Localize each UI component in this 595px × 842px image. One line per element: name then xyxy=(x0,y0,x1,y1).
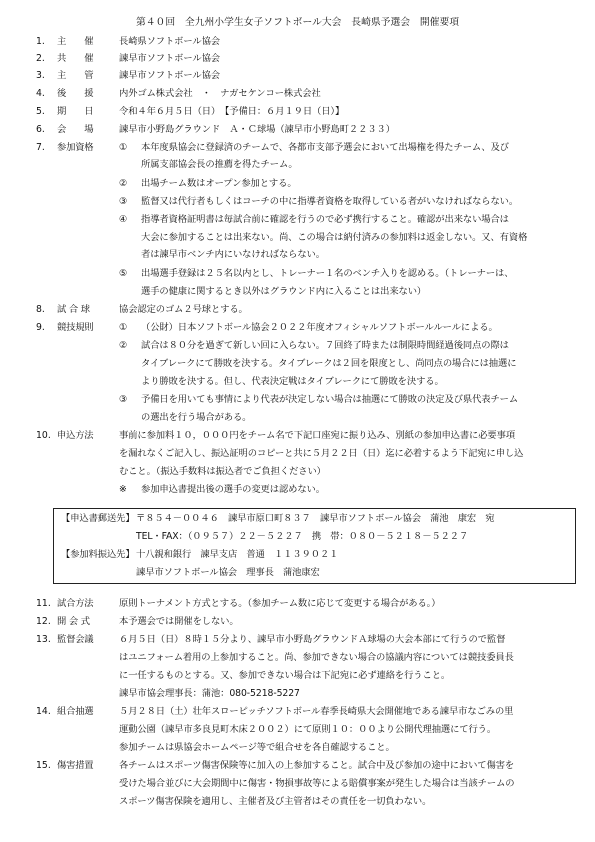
eligibility-marker-3: ③ xyxy=(119,196,128,207)
eligibility-line: 者は諫早市ベンチ内にいなければならない。 xyxy=(141,249,325,260)
item-6-label: 会 場 xyxy=(57,124,94,135)
eligibility-line: 選手の健康に関するとき以外はグラウンド内に入ることは出来ない） xyxy=(141,286,427,297)
item-9-label: 競技規則 xyxy=(57,322,94,333)
rules-line: の選出を行う場合がある。 xyxy=(141,412,252,423)
item-7-label: 参加資格 xyxy=(57,142,94,153)
injury-line: スポーツ傷害保険を適用し、主催者及び主管者はその責任を一切負わない。 xyxy=(119,796,432,807)
item-3-number: 3. xyxy=(36,70,45,81)
eligibility-marker-4: ④ xyxy=(119,214,128,225)
lottery-line: 参加チームは県協会ホームページ等で組合せを各自確認すること。 xyxy=(119,742,395,753)
item-5-value: 令和４年６月５日（日） 【予備日：６月１９日（日）】 xyxy=(119,106,345,117)
rules-marker-1: ① xyxy=(119,322,128,333)
eligibility-line: 指導者資格証明書は毎試合前に確認を行うので必ず携行すること。確認が出来ない場合は xyxy=(141,214,509,225)
item-8-label: 試 合 球 xyxy=(57,304,90,315)
item-13-label: 監督会議 xyxy=(57,634,94,645)
bank-account: 十八親和銀行 諫早支店 普通 １１３９０２１ xyxy=(136,549,339,560)
rules-line: より勝敗を決する。但し、代表決定戦はタイブレークにて勝敗を決する。 xyxy=(141,376,444,387)
item-6-value: 諫早市小野島グラウンド Ａ・Ｃ球場（諫早市小野島町２２３３） xyxy=(119,124,395,135)
eligibility-marker-1: ① xyxy=(119,142,128,153)
eligibility-line: 監督又は代行者もしくはコーチの中に指導者資格を取得している者がいなければならない。 xyxy=(141,196,519,207)
item-1-label: 主 催 xyxy=(57,36,94,47)
eligibility-marker-2: ② xyxy=(119,178,128,189)
item-15-number: 15. xyxy=(36,760,51,771)
item-12-number: 12. xyxy=(36,616,51,627)
account-holder: 諫早市ソフトボール協会 理事長 蒲池康宏 xyxy=(136,567,320,578)
item-3-value: 諫早市ソフトボール協会 xyxy=(119,70,220,81)
note-mark: ※ xyxy=(119,484,127,495)
meeting-line: に一任するものとする。又、参加できない場合は下記宛に必ず連絡を行うこと。 xyxy=(119,670,451,681)
rules-line: （公財）日本ソフトボール協会２０２２年度オフィシャルソフトボールルールによる。 xyxy=(141,322,498,333)
item-15-label: 傷害措置 xyxy=(57,760,94,771)
eligibility-marker-5: ⑤ xyxy=(119,268,128,279)
item-2-value: 諫早市ソフトボール協会 xyxy=(119,53,220,64)
item-14-label: 組合抽選 xyxy=(57,706,94,717)
item-4-number: 4. xyxy=(36,88,45,99)
item-4-label: 後 援 xyxy=(57,88,94,99)
item-2-number: 2. xyxy=(36,53,45,64)
item-10-label: 申込方法 xyxy=(57,430,94,441)
item-9-number: 9. xyxy=(36,322,45,333)
bank-transfer-label: 【参加料振込先】 xyxy=(61,549,135,560)
lottery-line: ５月２８日（土）壮年スローピッチソフトボール春季長崎県大会開催地である諫早市なごみの里 xyxy=(119,706,514,717)
eligibility-line: 本年度県協会に登録済のチームで、各都市支部予選会において出場権を得たチーム、及び xyxy=(141,142,509,153)
eligibility-line: 出場チーム数はオープン参加とする。 xyxy=(141,178,297,189)
item-6-number: 6. xyxy=(36,124,45,135)
item-11-label: 試合方法 xyxy=(57,598,94,609)
rules-marker-2: ② xyxy=(119,340,128,351)
item-10-number: 10. xyxy=(36,430,51,441)
item-4-value: 内外ゴム株式会社 ・ ナガセケンコー株式会社 xyxy=(119,88,321,99)
eligibility-line: 所属支部協会長の推薦を得たチーム。 xyxy=(141,159,298,170)
injury-line: 受けた場合並びに大会期間中に傷害・物損事故等による賠償事案が発生した場合は当該チームの xyxy=(119,778,515,789)
item-11-number: 11. xyxy=(36,598,51,609)
item-12-label: 開 会 式 xyxy=(57,616,90,627)
item-7-number: 7. xyxy=(36,142,45,153)
item-8-number: 8. xyxy=(36,304,45,315)
rules-marker-3: ③ xyxy=(119,394,128,405)
application-line: を漏れなくご記入し、振込証明のコピーと共に５月２２日（日）迄に必着するよう下記宛に申し込 xyxy=(119,448,524,459)
meeting-line: ６月５日（日）８時１５分より、諫早市小野島グラウンドＡ球場の大会本部にて行うので監督 xyxy=(119,634,506,645)
document-title: 第４０回 全九州小学生女子ソフトボール大会 長崎県予選会 開催要項 xyxy=(135,17,460,28)
item-8-value: 協会認定のゴム２号球とする。 xyxy=(119,304,248,315)
item-12-value: 本予選会では開催をしない。 xyxy=(119,616,239,627)
mailing-address-label: 【申込書郵送先】 xyxy=(61,513,135,524)
rules-line: タイブレークにて勝敗を決する。タイブレークは２回を限度とし、尚同点の場合には抽選に xyxy=(141,358,517,369)
injury-line: 各チームはスポーツ傷害保険等に加入の上参加すること。試合中及び参加の途中において傷害を xyxy=(119,760,515,771)
application-note: 参加申込書提出後の選手の変更は認めない。 xyxy=(141,484,325,495)
application-line: 事前に参加料１０，０００円をチーム名で下記口座宛に振り込み、別紙の参加申込書に必要事項 xyxy=(119,430,516,441)
lottery-line: 運動公園（諫早市多良見町木床２００２）にて原則１０：００より公開代理抽選にて行う。 xyxy=(119,724,497,735)
eligibility-line: 大会に参加することは出来ない。尚、この場合は納付済みの参加料は返金しない。又、有資格 xyxy=(141,232,528,243)
item-11-value: 原則トーナメント方式とする。（参加チーム数に応じて変更する場合がある。） xyxy=(119,598,441,609)
item-3-label: 主 管 xyxy=(57,70,94,81)
meeting-line: はユニフォーム着用の上参加すること。尚、参加できない場合の協議内容については競技委員長 xyxy=(119,652,514,663)
mailing-address: 〒８５４－００４６ 諫早市原口町８３７ 諫早市ソフトボール協会 蒲池 康宏 宛 xyxy=(136,513,495,524)
item-5-label: 期 日 xyxy=(57,106,94,117)
meeting-contact: 諫早市協会理事長：蒲池：080-5218-5227 xyxy=(119,688,300,699)
item-1-value: 長崎県ソフトボール協会 xyxy=(119,36,220,47)
rules-line: 試合は８０分を過ぎて新しい回に入らない。７回終了時または制限時間経過後同点の際は xyxy=(141,340,509,351)
rules-line: 予備日を用いても事情により代表が決定しない場合は抽選にて勝敗の決定及び県代表チーム xyxy=(141,394,519,405)
item-13-number: 13. xyxy=(36,634,51,645)
item-2-label: 共 催 xyxy=(57,53,94,64)
item-1-number: 1. xyxy=(36,36,45,47)
item-14-number: 14. xyxy=(36,706,51,717)
eligibility-line: 出場選手登録は２５名以内とし、トレーナー１名のベンチ入りを認める。（トレーナーは、 xyxy=(141,268,514,279)
contact-phone: TEL・FAX：（０９５７）２２－５２２７ 携 帯：０８０－５２１８－５２２７ xyxy=(136,531,469,542)
item-5-number: 5. xyxy=(36,106,45,117)
application-line: むこと。（振込手数料は振込者でご負担ください） xyxy=(119,466,326,477)
